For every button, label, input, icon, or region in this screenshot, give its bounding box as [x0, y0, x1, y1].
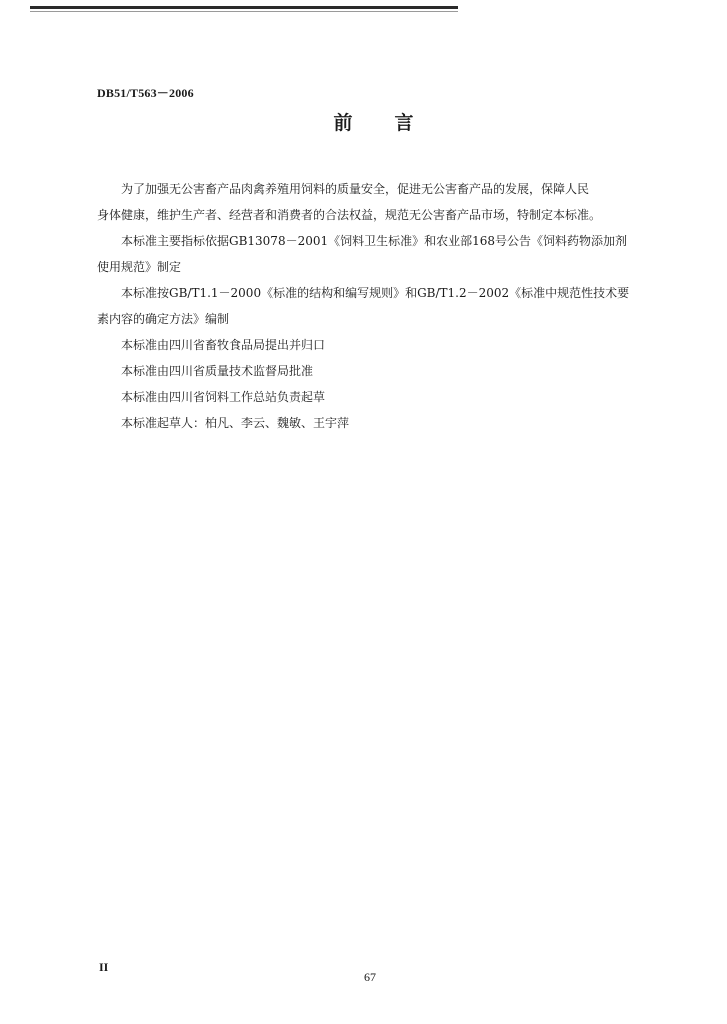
title-char-1: 前: [333, 112, 353, 134]
paragraph-line: 使用规范》制定: [97, 260, 182, 274]
top-rule-thin: [30, 11, 458, 12]
paragraph-line: 本标准由四川省饲料工作总站负责起草: [121, 390, 326, 404]
paragraph-drafting-rules: [97, 280, 657, 332]
top-rule: [30, 6, 458, 9]
paragraph-line: 素内容的确定方法》编制: [97, 312, 230, 326]
foreword-body: [97, 176, 657, 436]
paragraph-line: 本标准按GB/T1.1－2000《标准的结构和编写规则》和GB/T1.2－2002《标准中规范性技术要: [121, 286, 630, 300]
section-mark: II: [99, 960, 109, 974]
paragraph-drafter-org: [97, 384, 657, 410]
standard-number: DB51/T563－2006: [97, 86, 194, 100]
paragraph-drafters: [97, 410, 657, 436]
title-char-2: 言: [394, 112, 414, 134]
paragraph-line: 本标准由四川省质量技术监督局批准: [121, 364, 314, 378]
paragraph-line: 身体健康，维护生产者、经营者和消费者的合法权益，规范无公害畜产品市场，特制定本标准。: [97, 208, 602, 222]
paragraph-purpose: [97, 176, 657, 228]
paragraph-basis: [97, 228, 657, 280]
paragraph-line: 本标准起草人：柏凡、李云、魏敏、王宇萍: [121, 416, 350, 430]
paragraph-approver: [97, 358, 657, 384]
page-title: [0, 108, 727, 135]
paragraph-line: 为了加强无公害畜产品肉禽养殖用饲料的质量安全，促进无公害畜产品的发展，保障人民: [121, 182, 590, 196]
paragraph-line: 本标准由四川省畜牧食品局提出并归口: [121, 338, 326, 352]
paragraph-proposer: [97, 332, 657, 358]
paragraph-line: 本标准主要指标依据GB13078－2001《饲料卫生标准》和农业部168号公告《饲料药物添加剂: [121, 234, 628, 248]
page-number: 67: [364, 970, 376, 984]
